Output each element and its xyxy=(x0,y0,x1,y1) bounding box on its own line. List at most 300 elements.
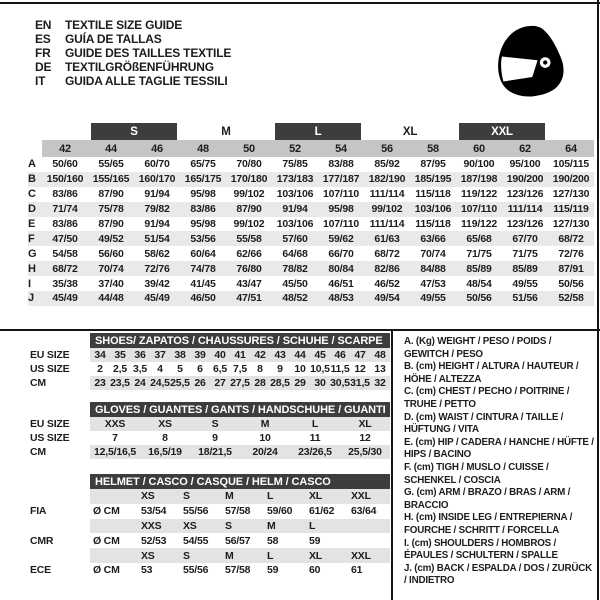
legend-item: I. (cm) SHOULDERS / HOMBROS / ÉPAULES / SCHULTERN / SPALLE xyxy=(404,537,558,562)
gloves-table-cell: 12,5/16,5 xyxy=(94,446,136,458)
textile-cell: 47/53 xyxy=(420,277,446,290)
gloves-table-cell: 20/24 xyxy=(252,446,278,458)
shoes-table-cell: 36 xyxy=(134,349,146,361)
helmet-cell: 55/56 xyxy=(183,505,209,518)
textile-cell: 41/45 xyxy=(190,277,216,290)
textile-cell: 79/82 xyxy=(144,203,170,216)
textile-row-values xyxy=(42,157,594,172)
textile-cell: 91/94 xyxy=(144,188,170,201)
textile-cell: 105/115 xyxy=(553,158,589,171)
shoes-table-row-values xyxy=(90,376,390,390)
textile-size-header-content xyxy=(42,140,594,157)
right-border-line xyxy=(597,0,599,600)
shoes-table-cell: 47 xyxy=(354,349,366,361)
textile-cell: 87/90 xyxy=(236,203,262,216)
textile-cell: 55/58 xyxy=(236,232,262,245)
helmet-size-label: S xyxy=(183,549,190,562)
legend-item: C. (cm) CHEST / PECHO / POITRINE / TRUHE / PETTO xyxy=(404,386,570,410)
textile-cell: 99/102 xyxy=(233,188,265,201)
textile-cell: 185/195 xyxy=(414,173,452,186)
shoes-table-cell: 40 xyxy=(214,349,226,361)
textile-cell: 190/200 xyxy=(506,173,544,186)
gloves-table-cell: 16,5/19 xyxy=(148,446,182,458)
shoes-table-cell: 6,5 xyxy=(213,363,227,375)
gloves-table-row xyxy=(30,417,390,431)
textile-cell: 87/90 xyxy=(98,188,124,201)
shoes-table-cell: 42 xyxy=(254,349,266,361)
language-line xyxy=(35,18,231,32)
textile-cell: 95/98 xyxy=(328,203,354,216)
textile-cell: 70/80 xyxy=(236,158,262,171)
shoes-table-cell: 24,5 xyxy=(150,377,170,389)
textile-cell: 103/106 xyxy=(276,188,314,201)
legend-item: F. (cm) TIGH / MUSLO / CUISSE / SCHENKEL / COSCIA xyxy=(404,461,549,486)
textile-cell: 53/56 xyxy=(190,232,216,245)
language-code: FR xyxy=(35,46,51,60)
textile-band-s: S xyxy=(91,123,177,140)
textile-band-xxl: XXL xyxy=(459,123,545,140)
helmet-size-label: L xyxy=(267,490,274,503)
helmet-size-label: XL xyxy=(309,490,323,503)
textile-size-label: 46 xyxy=(151,142,163,155)
textile-size-label: 56 xyxy=(381,142,393,155)
textile-cell: 115/118 xyxy=(415,218,451,230)
textile-cell: 50/56 xyxy=(466,292,492,305)
shoes-table-cell: 4 xyxy=(157,363,163,375)
textile-cell: 91/94 xyxy=(282,203,308,216)
textile-cell: 54/58 xyxy=(52,247,78,260)
gloves-table-cell: XS xyxy=(158,418,172,430)
textile-cell: 123/126 xyxy=(506,188,544,201)
textile-size-label: 42 xyxy=(59,142,71,155)
shoes-table-cell: 43 xyxy=(274,349,286,361)
language-title: GUIDA ALLE TAGLIE TESSILI xyxy=(65,74,228,88)
textile-cell: 48/54 xyxy=(466,277,492,290)
textile-cell: 46/51 xyxy=(328,277,354,290)
textile-cell: 119/122 xyxy=(461,218,497,230)
helmet-diameter-label: Ø CM xyxy=(93,564,120,577)
shoes-table-cell: 28,5 xyxy=(270,377,290,389)
textile-cell: 37/40 xyxy=(98,277,124,290)
helmet-size-label: M xyxy=(267,519,276,532)
legend-item: B. (cm) HEIGHT / ALTURA / HAUTEUR / HÖHE / ALTEZZA xyxy=(404,361,579,385)
textile-cell: 60/64 xyxy=(190,247,216,260)
shoes-table-cell: 9 xyxy=(277,363,283,375)
textile-cell: 47/51 xyxy=(236,292,262,305)
legend-item: E. (cm) HIP / CADERA / HANCHE / HÜFTE / HIPS / BACINO xyxy=(404,436,594,461)
helmet-cell: 63/64 xyxy=(351,505,377,518)
helmet-size-label: XS xyxy=(183,519,197,532)
textile-band-content xyxy=(42,123,594,140)
textile-size-label: 62 xyxy=(519,142,531,155)
helmet-size-label: XXL xyxy=(351,490,371,503)
textile-cell: 83/88 xyxy=(328,158,354,171)
textile-row-C xyxy=(28,187,594,202)
helmet-cell: 57/58 xyxy=(225,564,251,577)
textile-band-xl: XL xyxy=(402,125,418,138)
textile-row-values xyxy=(42,172,594,187)
textile-cell: 107/110 xyxy=(323,188,359,201)
shoes-table-cell: 3,5 xyxy=(133,363,147,375)
shoes-table-cell: 23 xyxy=(94,377,106,389)
textile-cell: 107/110 xyxy=(461,203,497,216)
textile-cell: 127/130 xyxy=(552,218,590,230)
helmet-cell: 60 xyxy=(309,564,321,577)
helmet-standard-name: ECE xyxy=(30,564,51,577)
helmet-cell: 61 xyxy=(351,564,363,577)
textile-cell: 182/190 xyxy=(368,173,406,186)
shoes-table-cell: 7,5 xyxy=(233,363,247,375)
top-border-line xyxy=(0,2,600,4)
shoes-table-cell: 25,5 xyxy=(170,377,190,389)
textile-cell: 45/49 xyxy=(144,292,170,305)
textile-cell: 111/114 xyxy=(369,188,405,201)
textile-cell: 55/65 xyxy=(98,158,124,171)
textile-row-values xyxy=(42,187,594,202)
textile-band-l: L xyxy=(275,123,361,140)
textile-cell: 95/98 xyxy=(190,218,216,230)
textile-cell: 127/130 xyxy=(552,188,590,201)
textile-cell: 49/55 xyxy=(512,277,538,290)
gloves-table-row-values xyxy=(90,445,390,459)
textile-row-key: C xyxy=(28,188,36,201)
gloves-table-row xyxy=(30,431,390,445)
textile-cell: 57/60 xyxy=(282,232,308,245)
textile-cell: 165/175 xyxy=(184,173,222,186)
textile-cell: 48/53 xyxy=(328,292,354,305)
shoes-table-cell: 34 xyxy=(94,349,106,361)
textile-row-B xyxy=(28,172,594,187)
shoes-table-cell: 29 xyxy=(294,377,306,389)
helmet-size-row-values xyxy=(90,489,390,504)
helmet-size-label: XXS xyxy=(141,519,162,532)
shoes-table-cell: 10 xyxy=(294,363,306,375)
shoes-table-row-label: EU SIZE xyxy=(30,349,70,361)
gloves-table-row xyxy=(30,445,390,459)
textile-cell: 85/89 xyxy=(466,262,492,275)
helmet-cell: 58 xyxy=(267,534,279,547)
helmet-size-label: XL xyxy=(309,549,323,562)
textile-cell: 35/38 xyxy=(52,277,78,290)
shoes-table-cell: 30,5 xyxy=(330,377,350,389)
shoes-table-title: SHOES/ ZAPATOS / CHAUSSURES / SCHUHE / SCARPE xyxy=(90,333,390,348)
textile-row-key: F xyxy=(28,232,35,245)
helmet-cell: 53 xyxy=(141,564,153,577)
language-line xyxy=(35,74,231,88)
shoes-table-cell: 10,5 xyxy=(310,363,330,375)
shoes-table-row-values xyxy=(90,348,390,362)
shoes-table-cell: 35 xyxy=(114,349,126,361)
textile-cell: 71/75 xyxy=(466,247,492,260)
shoes-table-cell: 31,5 xyxy=(350,377,370,389)
textile-cell: 60/70 xyxy=(144,158,170,171)
textile-row-key: H xyxy=(28,262,36,275)
helmet-value-row-values xyxy=(90,504,390,519)
textile-row-key: E xyxy=(28,218,36,230)
textile-cell: 115/118 xyxy=(415,188,451,201)
gloves-table-title: GLOVES / GUANTES / GANTS / HANDSCHUHE / GUANTI xyxy=(90,402,390,417)
textile-cell: 68/72 xyxy=(374,247,400,260)
language-title-list xyxy=(35,18,231,88)
helmet-size-label: XS xyxy=(141,549,155,562)
textile-cell: 72/76 xyxy=(558,247,584,260)
shoes-table-cell: 44 xyxy=(294,349,306,361)
textile-cell: 99/102 xyxy=(371,203,403,216)
textile-cell: 45/49 xyxy=(52,292,78,305)
helmet-size-label: S xyxy=(183,490,190,503)
textile-cell: 39/42 xyxy=(144,277,170,290)
textile-size-label: 52 xyxy=(289,142,301,155)
textile-cell: 85/92 xyxy=(374,158,400,171)
textile-cell: 47/50 xyxy=(52,232,78,245)
shoes-table-cell: 32 xyxy=(374,377,386,389)
textile-cell: 95/100 xyxy=(509,158,541,171)
gloves-table-cell: 11 xyxy=(309,432,321,444)
textile-band-row xyxy=(28,123,594,140)
textile-cell: 59/62 xyxy=(328,232,354,245)
textile-cell: 72/76 xyxy=(144,262,170,275)
textile-cell: 119/122 xyxy=(461,188,497,201)
shoes-table-cell: 41 xyxy=(234,349,246,361)
gloves-table-cell: 18/21,5 xyxy=(198,446,232,458)
helmet-cell: 55/56 xyxy=(183,564,209,577)
gloves-table-row-label: CM xyxy=(30,446,46,458)
textile-cell: 46/52 xyxy=(374,277,400,290)
textile-size-label: 48 xyxy=(197,142,209,155)
textile-cell: 103/106 xyxy=(414,203,452,216)
legend-item: H. (cm) INSIDE LEG / ENTREPIERNA / FOURCHE / SCHRITT / FORCELLA xyxy=(404,512,573,536)
textile-cell: 87/91 xyxy=(558,262,584,275)
horizontal-divider xyxy=(0,329,600,331)
textile-row-key: D xyxy=(28,203,36,216)
helmet-cell: 59/60 xyxy=(267,505,293,518)
shoes-table-cell: 2 xyxy=(97,363,103,375)
shoes-table-cell: 27,5 xyxy=(230,377,250,389)
helmet-cell: 59 xyxy=(309,534,321,547)
textile-cell: 75/85 xyxy=(282,158,308,171)
gloves-table-rows xyxy=(30,417,390,459)
textile-cell: 84/88 xyxy=(420,262,446,275)
helmet-size-row-cmr xyxy=(30,519,390,534)
shoes-table-row xyxy=(30,362,390,376)
shoes-table-cell: 46 xyxy=(334,349,346,361)
shoes-table-row xyxy=(30,376,390,390)
helmet-cell: 54/55 xyxy=(183,534,209,547)
shoes-table-rows xyxy=(30,348,390,390)
textile-cell: 83/86 xyxy=(190,203,216,216)
textile-cell: 70/74 xyxy=(420,247,446,260)
textile-cell: 48/52 xyxy=(282,292,308,305)
gloves-table-row-values xyxy=(90,417,390,431)
language-line xyxy=(35,32,231,46)
helmet-value-row-values xyxy=(90,563,390,578)
gloves-table-cell: 9 xyxy=(212,432,218,444)
textile-cell: 65/68 xyxy=(466,232,492,245)
textile-cell: 123/126 xyxy=(506,218,544,230)
textile-cell: 68/72 xyxy=(558,232,584,245)
textile-cell: 87/90 xyxy=(98,218,124,230)
textile-row-H xyxy=(28,261,594,276)
helmet-size-row-fia xyxy=(30,489,390,504)
shoes-table-cell: 28 xyxy=(254,377,266,389)
textile-row-J xyxy=(28,291,594,306)
textile-cell: 90/100 xyxy=(463,158,495,171)
helmet-standard-name: CMR xyxy=(30,534,54,547)
helmet-value-row-cmr xyxy=(30,533,390,548)
textile-cell: 83/86 xyxy=(52,218,78,230)
gloves-table-cell: XXS xyxy=(104,418,126,430)
textile-row-key: J xyxy=(28,292,34,305)
textile-cell: 177/187 xyxy=(322,173,360,186)
helmet-cell: 53/54 xyxy=(141,505,167,518)
textile-cell: 51/56 xyxy=(512,292,538,305)
shoes-table-row-label: CM xyxy=(30,377,46,389)
helmet-cell: 61/62 xyxy=(309,505,335,518)
textile-cell: 68/72 xyxy=(52,262,78,275)
textile-band-m: M xyxy=(221,125,231,138)
textile-cell: 91/94 xyxy=(144,218,170,230)
textile-cell: 45/50 xyxy=(282,277,308,290)
textile-row-I xyxy=(28,276,594,291)
textile-row-G xyxy=(28,246,594,261)
helmet-value-row-values xyxy=(90,533,390,548)
textile-cell: 111/114 xyxy=(507,203,543,216)
textile-cell: 50/60 xyxy=(52,158,78,171)
textile-row-D xyxy=(28,202,594,217)
textile-cell: 51/54 xyxy=(144,232,170,245)
language-title: GUIDE DES TAILLES TEXTILE xyxy=(65,46,232,60)
shoes-table-cell: 45 xyxy=(314,349,326,361)
textile-cell: 99/102 xyxy=(233,218,265,230)
textile-size-label: 50 xyxy=(243,142,255,155)
shoes-table-row-label: US SIZE xyxy=(30,363,70,375)
shoes-table-cell: 12 xyxy=(354,363,366,375)
shoes-table-cell: 37 xyxy=(154,349,166,361)
helmet-size-label: M xyxy=(225,490,234,503)
textile-cell: 49/54 xyxy=(374,292,400,305)
gloves-table-row-label: US SIZE xyxy=(30,432,70,444)
textile-row-key: G xyxy=(28,247,37,260)
textile-size-label: 60 xyxy=(473,142,485,155)
language-code: EN xyxy=(35,18,52,32)
textile-row-values xyxy=(42,261,594,276)
textile-cell: 49/55 xyxy=(420,292,446,305)
textile-cell: 44/48 xyxy=(98,292,124,305)
legend-item: J. (cm) BACK / ESPALDA / DOS / ZURÜCK / INDIETRO xyxy=(404,562,593,587)
gloves-table-cell: 12 xyxy=(359,432,371,444)
textile-row-values xyxy=(42,231,594,246)
gloves-table-cell: L xyxy=(311,418,319,430)
gloves-table-row-label: EU SIZE xyxy=(30,418,70,430)
gloves-table-cell: 8 xyxy=(162,432,168,444)
textile-cell: 49/52 xyxy=(98,232,124,245)
textile-cell: 71/75 xyxy=(512,247,538,260)
textile-cell: 115/119 xyxy=(553,203,589,216)
textile-cell: 63/66 xyxy=(420,232,446,245)
textile-row-values xyxy=(42,217,594,232)
language-title: TEXTILGRÖßENFÜHRUNG xyxy=(65,60,214,74)
textile-cell: 58/62 xyxy=(144,247,170,260)
language-title: TEXTILE SIZE GUIDE xyxy=(65,18,183,32)
shoes-table-cell: 2,5 xyxy=(113,363,127,375)
helmet-size-label: XXL xyxy=(351,549,371,562)
shoes-table-cell: 48 xyxy=(374,349,386,361)
textile-cell: 50/56 xyxy=(558,277,584,290)
textile-cell: 62/66 xyxy=(236,247,262,260)
textile-cell: 71/74 xyxy=(52,203,78,216)
helmet-diameter-label: Ø CM xyxy=(93,534,120,547)
shoes-table-cell: 39 xyxy=(194,349,206,361)
shoes-table-row-values xyxy=(90,362,390,376)
textile-size-label: 58 xyxy=(427,142,439,155)
textile-cell: 43/47 xyxy=(236,277,262,290)
language-code: IT xyxy=(35,74,46,88)
textile-row-key: A xyxy=(28,158,36,171)
textile-cell: 75/78 xyxy=(98,203,124,216)
helmet-size-row-ece xyxy=(30,548,390,563)
textile-row-values xyxy=(42,246,594,261)
shoes-table-cell: 30 xyxy=(314,377,326,389)
helmet-standard-name: FIA xyxy=(30,505,47,518)
textile-cell: 107/110 xyxy=(323,218,359,230)
helmet-table-title: HELMET / CASCO / CASQUE / HELM / CASCO xyxy=(90,474,390,489)
helmet-table xyxy=(30,474,390,578)
shoes-table-cell: 8 xyxy=(257,363,263,375)
textile-cell: 78/82 xyxy=(282,262,308,275)
helmet-size-label: L xyxy=(309,519,316,532)
textile-row-key: I xyxy=(28,277,31,290)
textile-row-F xyxy=(28,231,594,246)
shoes-table-cell: 23,5 xyxy=(110,377,130,389)
textile-row-values xyxy=(42,276,594,291)
gloves-table-cell: 25,5/30 xyxy=(348,446,382,458)
helmet-diameter-label: Ø CM xyxy=(93,505,120,518)
textile-cell: 80/84 xyxy=(328,262,354,275)
language-title: GUÍA DE TALLAS xyxy=(65,32,162,46)
helmet-value-row-ece xyxy=(30,563,390,578)
shoes-table xyxy=(30,333,390,390)
gloves-table-cell: M xyxy=(260,418,270,430)
legend-item: A. (Kg) WEIGHT / PESO / POIDS / GEWITCH / PESO xyxy=(404,336,552,360)
shoes-table-cell: 26 xyxy=(194,377,206,389)
helmet-cell: 59 xyxy=(267,564,279,577)
textile-cell: 111/114 xyxy=(369,218,405,230)
textile-cell: 85/89 xyxy=(512,262,538,275)
shoes-table-cell: 27 xyxy=(214,377,226,389)
gloves-table-row-values xyxy=(90,431,390,445)
gloves-table xyxy=(30,402,390,459)
shoes-table-cell: 24 xyxy=(134,377,146,389)
textile-cell: 173/183 xyxy=(276,173,314,186)
textile-row-A xyxy=(28,157,594,172)
measurement-legend xyxy=(404,336,594,588)
textile-cell: 190/200 xyxy=(552,173,590,186)
helmet-cell: 52/53 xyxy=(141,534,167,547)
textile-cell: 52/58 xyxy=(558,292,584,305)
textile-cell: 82/86 xyxy=(374,262,400,275)
helmet-size-label: M xyxy=(225,549,234,562)
textile-cell: 95/98 xyxy=(190,188,216,201)
shoes-table-cell: 6 xyxy=(197,363,203,375)
language-line xyxy=(35,60,231,74)
textile-row-values xyxy=(42,291,594,306)
textile-row-E xyxy=(28,217,594,232)
shoes-table-row xyxy=(30,348,390,362)
textile-cell: 70/74 xyxy=(98,262,124,275)
gloves-table-cell: 7 xyxy=(112,432,118,444)
helmet-cell: 57/58 xyxy=(225,505,251,518)
helmet-cell: 56/57 xyxy=(225,534,251,547)
